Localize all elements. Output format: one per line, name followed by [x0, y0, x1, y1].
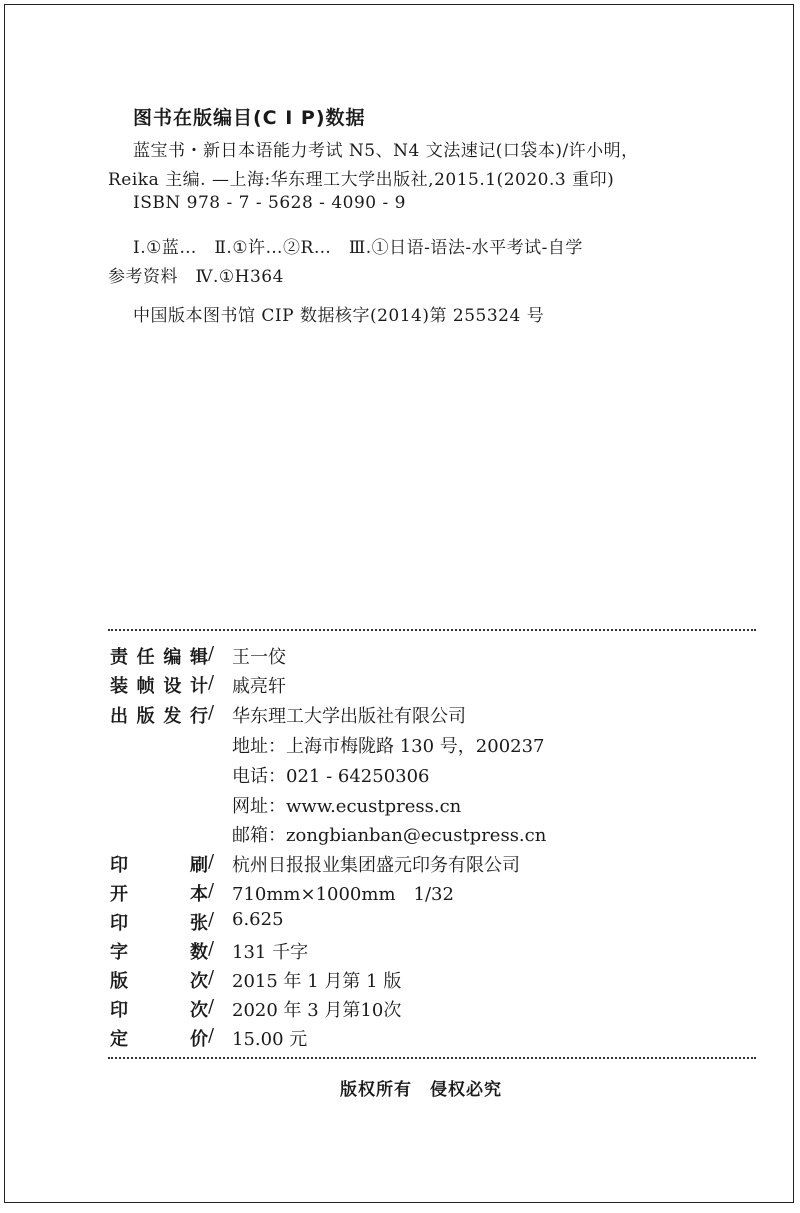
cip-line-2: Reika 主编. —上海:华东理工大学出版社,2015.1(2020.3 重印) [108, 170, 615, 190]
separator: / [208, 1025, 215, 1046]
divider-top [108, 629, 756, 631]
value-format: 710mm×1000mm 1/32 [232, 884, 454, 905]
label-design: 装 帧 设 计 [110, 676, 208, 697]
value-price: 15.00 元 [232, 1029, 308, 1050]
cip-classification-1: Ⅰ.①蓝… Ⅱ.①许…②R… Ⅲ.①日语-语法-水平考试-自学 [133, 238, 583, 258]
value-printing: 2020 年 3 月第10次 [232, 1000, 402, 1021]
divider-bottom [108, 1057, 756, 1059]
value-design: 戚亮轩 [232, 676, 286, 697]
publisher-website: 网址：www.ecustpress.cn [232, 796, 462, 817]
cip-isbn: ISBN 978 - 7 - 5628 - 4090 - 9 [133, 193, 406, 213]
label-printer: 印 刷 [110, 855, 208, 876]
publisher-phone: 电话：021 - 64250306 [232, 766, 430, 787]
value-words: 131 千字 [232, 942, 309, 963]
label-edition: 版 次 [110, 971, 208, 992]
separator: / [208, 938, 215, 959]
label-format: 开 本 [110, 884, 208, 905]
label-printing: 印 次 [110, 1000, 208, 1021]
separator: / [208, 909, 215, 930]
separator: / [208, 702, 215, 723]
publisher-email: 邮箱：zongbianban@ecustpress.cn [232, 825, 547, 846]
label-price: 定 价 [110, 1029, 208, 1050]
value-edition: 2015 年 1 月第 1 版 [232, 971, 402, 992]
separator: / [208, 851, 215, 872]
cip-title: 图书在版编目(C I P)数据 [133, 107, 366, 129]
value-publisher: 华东理工大学出版社有限公司 [232, 706, 466, 727]
separator: / [208, 672, 215, 693]
value-sheets: 6.625 [232, 909, 284, 930]
label-editor: 责 任 编 辑 [110, 647, 208, 668]
cip-classification-2: 参考资料 Ⅳ.①H364 [108, 267, 284, 287]
value-editor: 王一佼 [232, 647, 286, 668]
separator: / [208, 967, 215, 988]
separator: / [208, 643, 215, 664]
value-printer: 杭州日报报业集团盛元印务有限公司 [232, 855, 520, 876]
cip-line-1: 蓝宝书・新日本语能力考试 N5、N4 文法速记(口袋本)/许小明， [133, 141, 639, 161]
separator: / [208, 880, 215, 901]
cip-approval-number: 中国版本图书馆 CIP 数据核字(2014)第 255324 号 [133, 306, 545, 326]
copyright-page [4, 4, 794, 1203]
label-publisher: 出 版 发 行 [110, 706, 208, 727]
separator: / [208, 996, 215, 1017]
publisher-address: 地址：上海市梅陇路 130 号，200237 [232, 736, 545, 757]
label-words: 字 数 [110, 942, 208, 963]
label-sheets: 印 张 [110, 913, 208, 934]
copyright-notice: 版权所有 侵权必究 [340, 1080, 502, 1100]
